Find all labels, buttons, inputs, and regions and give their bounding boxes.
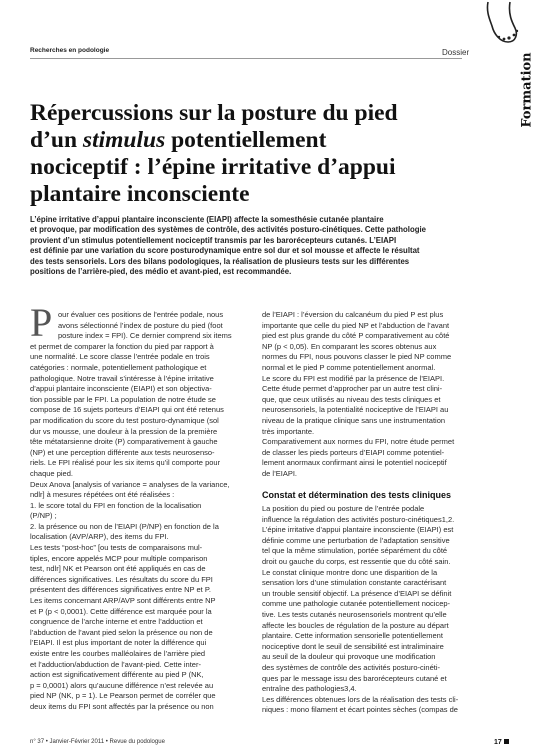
abstract-line: provient d’un stimulus potentiellement nociceptif transmis par les barorécepteurs cutanés. L’EIAPI [30, 235, 397, 245]
text-line: 2. la présence ou non de l’EIAPI (P/NP) en fonction de la [30, 521, 219, 531]
text-line: et l’adduction/abduction de l’avant-pied. Cette inter- [30, 659, 201, 669]
title-line: Répercussions sur la posture du pied [30, 100, 398, 126]
article-title [30, 100, 490, 208]
text-line: normes du FPI, nous pouvons classer le pied NP comme [262, 352, 452, 362]
text-line: tiples, encore appelés MCP pour multiple comparison [30, 553, 208, 563]
right-column [262, 310, 490, 716]
section-label: Recherches en podologie [30, 47, 110, 54]
text-line: deux items du FPI sont affectés par la présence ou non [30, 701, 214, 711]
text-line: différences significatives. Les résultats du score du FPI [30, 574, 213, 584]
text-line: action est significativement différente au pied P (NK, [30, 670, 204, 680]
text-line: Cette étude permet d’approcher par un autre test clini- [262, 384, 443, 394]
text-line: pied NP (NK, p = 1). Le Pearson permet de corréler que [30, 691, 216, 701]
page-marker [504, 739, 509, 744]
text-line: niveau de la pratique clinique sans une instrumentation [262, 415, 446, 425]
text-line: niques : mono filament et écart pointes sèches (compas de [262, 705, 458, 715]
abstract-line: positions de l’arrière-pied, des médio et avant-pied, est recommandée. [30, 267, 292, 277]
right-column-part-b [262, 504, 490, 716]
text-line: (P/NP) ; [30, 511, 57, 521]
text-line: ndlr] à mesures répétées ont été réalisées : [30, 490, 175, 500]
abstract [30, 215, 490, 277]
title-line: d’un stimulus potentiellement [30, 127, 327, 153]
text-line: Les items concernant ARP/AVP sont différents entre NP [30, 596, 216, 606]
drop-cap: P [30, 300, 53, 345]
section-heading: Constat et détermination des tests cliniques [262, 489, 452, 500]
page-number: 17 [494, 739, 502, 746]
text-line: de l’EIAPI. [262, 468, 298, 478]
text-line: chaque pied. [30, 468, 73, 478]
text-line: un trouble sensitif objectif. La présence d’EIAPI se définit [262, 588, 452, 598]
text-line: test, ndlr] NK et Pearson ont été appliqués en cas de [30, 564, 206, 574]
text-line: Comparativement aux normes du FPI, notre étude permet [262, 437, 455, 447]
formation-tab [517, 52, 537, 128]
text-line: et permet de comparer la fonction du pied par rapport à [30, 341, 214, 351]
text-line: Le constat clinique montre donc une disparition de la [262, 567, 438, 577]
text-line: affecte les boucles de régulation de la posture au départ [262, 620, 449, 630]
text-line: par modification du score du test posturo-dynamique (sol [30, 415, 219, 425]
text-line: our évaluer ces positions de l’entrée podale, nous [58, 310, 224, 319]
text-line: localisation (AVP/ARP), des items du FPI. [30, 532, 169, 542]
text-line: L’épine irritative d’appui plantaire inconsciente (EIAPI) est [262, 525, 454, 535]
text-line: une normalité. Le score classe l’entrée podale en trois [30, 352, 210, 362]
text-line: d’appui plantaire inconsciente (EIAPI) et son objectiva- [30, 384, 212, 394]
text-line: NP (p < 0,05). En comparant les scores obtenus aux [262, 341, 437, 351]
text-line: très importante. [262, 426, 315, 436]
text-line: catégories : normale, potentiellement pathologique et [30, 362, 207, 372]
text-line: La position du pied ou posture de l’entrée podale [262, 504, 425, 514]
text-line: compose de 16 sujets porteurs d’EIAPI qui ont été retenus [30, 405, 224, 415]
text-line: existe entre les courbes malléolaires de l’arrière pied [30, 649, 206, 658]
text-line: neurosensoriels, la potentialité nociceptive de l’EIAPI au [262, 405, 449, 415]
text-line: pathologique. Notre travail s’intéresse à l’épine irritative [30, 373, 214, 383]
text-line: l’EIAPI. Il est plus important de noter la différence qui [30, 638, 207, 648]
abstract-line: L’épine irritative d’appui plantaire inconsciente (EIAPI) affecte la somesthésie cutanée plantaire [30, 215, 384, 224]
text-line: Les différences obtenues lors de la réalisation des tests cli- [262, 694, 459, 704]
text-line: présentent des différences significatives entre NP et P. [30, 585, 211, 595]
text-line: Deux Anova [analysis of variance = analyses de la variance, [30, 479, 230, 489]
text-line: plantaire. Cette information sensorielle potentiellement [262, 631, 443, 641]
text-line: au seuil de la douleur qui provoque une modification [262, 652, 436, 662]
title-line: nociceptif : l’épine irritative d’appui [30, 154, 396, 180]
text-line: définie comme une perturbation de l’adaptation sensitive [262, 535, 450, 545]
text-line: droit ou gauche du corps, est ressentie que du côté sain. [262, 557, 451, 567]
text-line: tion possible par le FPI. La population de notre étude se [30, 394, 216, 404]
text-line: des systèmes de contrôle des activités posturo-cinéti- [262, 663, 440, 672]
text-line: avons sélectionné l’index de posture du pied (foot [58, 320, 223, 330]
header-rule [30, 58, 462, 59]
abstract-line: des tests sensoriels. Lors des bilans podologiques, la réalisation de plusieurs tests sur les différentes [30, 256, 410, 266]
category-label: Dossier [442, 48, 470, 57]
text-line: normal et le pied P comme potentiellement anormal. [262, 362, 436, 372]
foot-icon [478, 0, 522, 46]
text-line: Le score du FPI est modifié par la présence de l’EIAPI. [262, 373, 445, 383]
right-column-part-a [262, 310, 490, 480]
text-line: de l’EIAPI : l’éversion du calcanéum du pied P est plus [262, 310, 444, 319]
footer-issue: n° 37 • Janvier-Février 2011 • Revue du podologue [30, 739, 165, 745]
text-line: de classer les pieds porteurs d’EIAPI comme potentiel- [262, 447, 445, 457]
text-line: posture index = FPI). Ce dernier comprend six items [58, 331, 232, 341]
left-column [30, 310, 258, 713]
text-line: entraîne des pathologies3,4. [262, 684, 357, 694]
text-line: importante que celle du pied NP et l’abduction de l’avant [262, 320, 450, 330]
text-line: ques par le message issu des barorécepteurs cutané et [262, 673, 447, 683]
text-line: (NP) et une perception différente aux tests neurosenso- [30, 447, 215, 457]
text-line: riels. Le FPI réalisé pour les six items qu’il comporte pour [30, 458, 221, 468]
text-line: influence la régulation des activités posturo-cinétiques1,2. [262, 514, 455, 524]
text-line: pied est plus grande du côté P comparativement au côté [262, 331, 450, 341]
abstract-line: est définie par une variation du score posturodynamique entre sol dur et sol mousse et affecte le résultat [30, 246, 420, 256]
text-line: 1. le score total du FPI en fonction de la localisation [30, 500, 202, 510]
text-line: Les tests “post-hoc” [ou tests de comparaisons mul- [30, 543, 203, 553]
abstract-line: et provoque, par modification des systèmes de contrôle, des activités posturo-cinétiques. Cette pathologie [30, 225, 426, 235]
text-line: tel que la même stimulation, portée séparément du côté [262, 546, 448, 556]
text-line: nociceptive dont le seuil de sensibilité est intraliminaire [262, 641, 444, 651]
text-line: l’abduction de l’avant pied selon la présence ou non de [30, 627, 213, 637]
text-line: dur vs mousse, une douleur à la pression de la première [30, 426, 218, 436]
text-line: que, que ceux utilisés au niveau des tests cliniques et [262, 394, 441, 404]
text-line: sensation lors d’une stimulation constante caractérisant [262, 578, 447, 588]
formation-label: Formation [519, 52, 535, 128]
text-line: tête métatarsienne droite (P) comparativement à gauche [30, 437, 218, 447]
text-line: lement anormaux confirmant ainsi le potentiel nociceptif [262, 458, 447, 468]
title-line: plantaire inconsciente [30, 181, 250, 207]
footer-page [494, 739, 509, 746]
text-line: p = 0,0001) alors qu’aucune différence n’est relevée au [30, 680, 214, 690]
text-line: congruence de l’arche interne et entre l’adduction et [30, 617, 203, 627]
text-line: comme une pathologie cutanée potentiellement nocicep- [262, 599, 451, 609]
text-line: et P (p < 0,0001). Cette différence est marquée pour la [30, 606, 212, 616]
text-line: tive. Les tests cutanés neurosensoriels montrent qu’elle [262, 610, 447, 620]
